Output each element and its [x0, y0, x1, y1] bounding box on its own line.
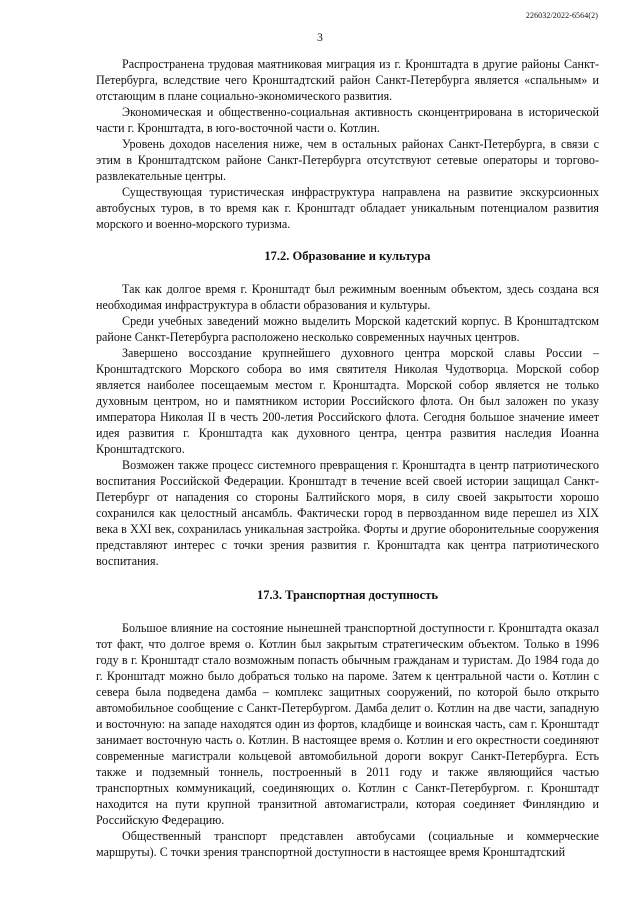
page-number: 3 — [317, 32, 323, 44]
paragraph: Так как долгое время г. Кронштадт был режимным военным объектом, здесь создана вся необходимая инфраструктура в области образования и культуры. — [96, 282, 599, 312]
paragraph: Общественный транспорт представлен автобусами (социальные и коммерческие маршруты). С точки зрения транспортной доступности в настоящее время Кронштадтский — [96, 829, 599, 859]
document-body — [96, 56, 599, 860]
paragraph: Экономическая и общественно-социальная активность сконцентрирована в исторической части г. Кронштадта, в юго-восточной части о. Котлин. — [96, 105, 599, 135]
paragraph: Завершено воссоздание крупнейшего духовного центра морской славы России – Кронштадтского Морского собора во имя святителя Николая Чудотворца. Морской собор является наиболее посещаемым местом г. Кронштадта. Морской собор является не только духовным центром, но и памятником истории Российского флота. Он был заложен по указу императора Николая II в честь 200-летия Российского флота. Сегодня большое значение имеет идея развития г. Кронштадта как духовного центра, центра развития наследия Иоанна Кронштадтского. — [96, 346, 599, 456]
document-id: 226032/2022-6564(2) — [525, 11, 598, 20]
paragraph: Возможен также процесс системного превращения г. Кронштадта в центр патриотического воспитания Российской Федерации. Кронштадт в течение всей своей истории защищал Санкт-Петербург от нападения со стороны Балтийского моря, в силу своей закрытости хорошо сохранился как целостный ансамбль. Фактически город в первозданном виде перешел из XIX века в XXI век, сохранилась уникальная застройка. Форты и другие оборонительные сооружения представляют интерес с точки зрения развития г. Кронштадта как центра патриотического воспитания. — [96, 458, 599, 568]
paragraph: Большое влияние на состояние нынешней транспортной доступности г. Кронштадта оказал тот факт, что долгое время о. Котлин был закрытым стратегическим объектом. Только в 1996 году в г. Кронштадт стало возможным попасть обычным гражданам и туристам. До 1984 года до г. Кронштадт можно было добраться только на пароме. Затем к центральной части о. Котлин с севера была подведена дамба – комплекс защитных сооружений, по которой было открыто автомобильное сообщение с Санкт-Петербургом. Дамба делит о. Котлин на две части, западную и восточную: на западе находятся один из фортов, кладбище и воинская часть, сам г. Кронштадт занимает восточную часть о. Котлин. В настоящее время о. Котлин и его окрестности соединяют современные магистрали кольцевой автомобильной дороги вокруг Санкт-Петербурга. Есть также и подземный тоннель, построенный в 2011 году и также являющийся частью транспортных коммуникаций, соединяющих о. Котлин с Санкт-Петербургом. г. Кронштадт находится на пути крупной транзитной автомагистрали, которая соединяет Финляндию и Российскую Федерацию. — [96, 621, 599, 827]
paragraph: Распространена трудовая маятниковая миграция из г. Кронштадта в другие районы Санкт-Петербурга, вследствие чего Кронштадтский район Санкт-Петербурга является «спальным» и отстающим в плане социально-экономического развития. — [96, 57, 599, 103]
section-heading-education: 17.2. Образование и культура — [264, 249, 431, 263]
paragraph: Существующая туристическая инфраструктура направлена на развитие экскурсионных автобусных туров, в то время как г. Кронштадт обладает уникальным потенциалом развития морского и военно-морского туризма. — [96, 185, 599, 231]
paragraph: Уровень доходов населения ниже, чем в остальных районах Санкт-Петербурга, в связи с этим в Кронштадтском районе Санкт-Петербурга отсутствуют сетевые операторы и торгово-развлекательные центры. — [96, 137, 599, 183]
section-heading-transport: 17.3. Транспортная доступность — [257, 588, 438, 602]
paragraph: Среди учебных заведений можно выделить Морской кадетский корпус. В Кронштадтском районе Санкт-Петербурга расположено несколько современных научных центров. — [96, 314, 599, 344]
